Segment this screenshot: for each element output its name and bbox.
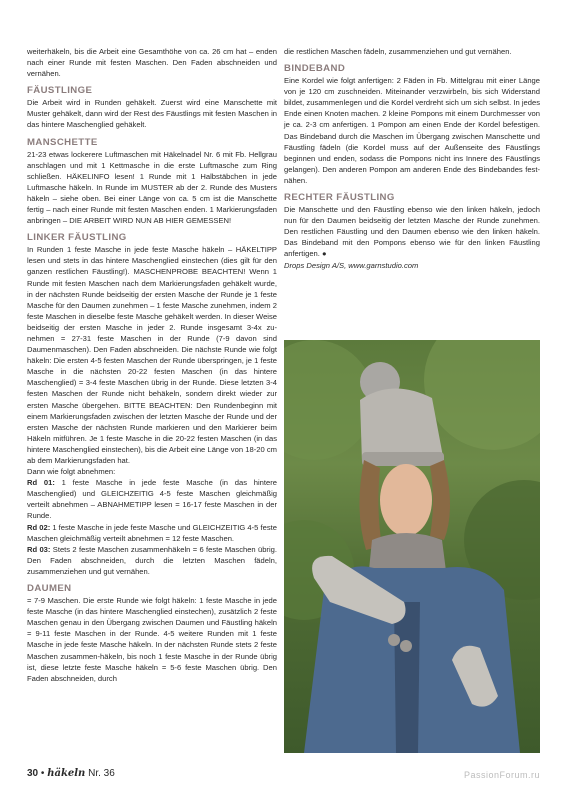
left-column (27, 46, 277, 684)
page-number: 30 (27, 768, 39, 779)
knit-hat (360, 388, 444, 462)
rechter-paragraph: Die Manschette und den Fäustling ebenso wie den linken häkeln, jedoch nun für den Daumen beidseitig der letzten Masche der Runde zunehmen. Den restlichen Fäustling und den Daumen ebenso wie den linken häkeln. Das Bindeband mit den Pompons ebenso wie für den linken Fäustling anfertigen. ● (284, 205, 540, 259)
round-02 (27, 522, 277, 544)
heading-daumen: DAUMEN (27, 583, 72, 595)
round-03 (27, 544, 277, 577)
heading-manschette: MANSCHETTE (27, 136, 98, 148)
watermark: PassionForum.ru (463, 770, 540, 780)
intro-paragraph: weiterhäkeln, bis die Arbeit eine Gesamthöhe von ca. 26 cm hat – enden nach einer Runde mit festen Maschen. Den Faden abschneiden und vernähen. (27, 47, 277, 79)
round-02-label: Rd 02: (27, 522, 51, 532)
right-column (284, 46, 540, 271)
page-footer (27, 768, 115, 780)
issue-number: Nr. 36 (88, 768, 115, 779)
design-credit: Drops Design A/S, www.garnstudio.com (284, 260, 419, 270)
heading-bindeband: BINDEBAND (284, 63, 346, 75)
face (380, 464, 432, 536)
round-01 (27, 477, 277, 521)
continued-paragraph: die restlichen Maschen fädeln, zusammenziehen und gut vernähen. (284, 47, 512, 56)
manschette-paragraph: 21-23 etwas lockerere Luftmaschen mit Häkelnadel Nr. 6 mit Fb. Hellgrau anschlagen und mit 1 Kettmasche in die erste Luftmasche zum Ring schließen. HÄKELINFO lesen! 1 Runde mit 1 Halbstäbchen in jede Luftmasche häkeln. In Runde im MUSTER ab der 2. Runde des Musters häkeln – siehe oben. Bei einer Länge von ca. 5 cm ist die Manschette fertig – nach einer Runde mit festen Maschen enden. 1 Markierungsfaden anbringen – DIE ARBEIT WIRD NUN AB HIER GEMESSEN! (27, 149, 277, 226)
model-photo (284, 340, 540, 753)
footer-bullet: • (40, 768, 45, 779)
linker-paragraph: In Runden 1 feste Masche in jede feste Masche häkeln – HÄKELTIPP lesen und stets in das hintere Maschenglied einstechen (dies gilt für den ganzen restlichen Fäustling!). MASCHENPROBE BEACHTEN! Wenn 1 Runde mit festen Maschen nach dem Markierungsfaden gehäkelt wurde, in der nächsten Runde beidseitig der ersten Masche der Runde je 1 feste Masche für den Daumen zunehmen – 1 feste Masche zunehmen, indem 2 feste Maschen in dieselbe feste Masche gehäkelt werden. In dieser Weise beidseitig der ersten Masche in jeder 2. Runde insgesamt 3-4x zu-nehmen = 27-31 feste Maschen in der Runde (7-9 davon sind Daumenmaschen). Den Faden abschneiden. Die nächste Runde wie folgt häkeln: Die ersten 4-5 festen Maschen der Runde überspringen, je 1 feste Masche in die nächsten 20-22 festen Maschen (in das hintere Maschenglied) = 3-4 feste Maschen übrig in der Runde. Diese letzten 3-4 festen Maschen der Runde nicht behäkeln, sondern direkt wieder zur ersten Masche übergehen. BITTE BEACHTEN: Den Rundenbeginn mit einem Markierungsfaden zwischen der letzten Masche der Runde und der ersten Masche der nächsten Runde markieren und den Markierer beim Häkeln mitführen. Je 1 feste Masche in die 20-22 festen Maschen (in das hintere Maschenglied einstechen), bis die Arbeit eine Länge von 18-20 cm ab dem Markierungsfaden hat. (27, 245, 277, 465)
round-03-label: Rd 03: (27, 544, 51, 554)
daumen-paragraph: = 7-9 Maschen. Die erste Runde wie folgt häkeln: 1 feste Masche in jede feste Masche (in das hintere Maschenglied einstechen), zusätzlich 2 feste Maschen genau in den Übergang zwischen Daumen und Fäustling häkeln = 9-11 feste Maschen in der Runde. 4-5 weitere Runden mit 1 feste Masche in jede feste Masche häkeln. In der nächsten Runde stets 2 feste Maschen zusammen-häkeln, bis noch 1 feste Masche in der Runde übrig ist, diese letzte feste Masche häkeln = 5-6 feste Maschen übrig. Den Faden abschneiden, durch (27, 596, 277, 683)
faustlinge-paragraph: Die Arbeit wird in Runden gehäkelt. Zuerst wird eine Manschette mit Muster gehäkelt, dann wird der Rest des Fäustlings mit festen Maschen in das hintere Maschenglied gehäkelt. (27, 98, 277, 130)
magazine-brand: häkeln (47, 768, 86, 779)
round-01-text: 1 feste Masche in jede feste Masche (in das hintere Maschenglied) und GLEICHZEITIG 4-5 feste Maschen gleichmäßig verteilt abnehmen – ABNAHMETIPP lesen = 16-17 feste Maschen in der Runde. (27, 478, 277, 521)
model-illustration (284, 340, 540, 753)
heading-linker-faustling: LINKER FÄUSTLING (27, 232, 127, 244)
abnehmen-intro: Dann wie folgt abnehmen: (27, 467, 116, 477)
heading-faustlinge: FÄUSTLINGE (27, 85, 93, 97)
heading-rechter-faustling: RECHTER FÄUSTLING (284, 192, 395, 204)
round-01-label: Rd 01: (27, 478, 55, 488)
round-02-text: 1 feste Masche in jede feste Masche und GLEICHZEITIG 4-5 feste Maschen gleichmäßig verteilt abnehmen = 12 feste Maschen. (27, 522, 277, 543)
bindeband-paragraph: Eine Kordel wie folgt anfertigen: 2 Fäden in Fb. Mittelgrau mit einer Länge von je 120 cm zuschneiden. Miteinander verzwirbeln, bis sich Widerstand bildet, zusammenlegen und die Kordel verdreht sich um sich selbst. In jedes Ende einen Knoten machen. 2 kleine Pompons mit einem Durchmesser von je ca. 2-3 cm anfertigen. 1 Pompon am einen Ende der Kordel befestigen. Das Bindeband durch die Maschen im Übergang zwischen Manschette und Fäustling fädeln (die Kordel muss auf der Außenseite des Fäustlings beginnen und enden, sodass die Pompons nicht ins Innere des Fäustlings gelangen). Den anderen Pompon am anderen Ende des Bindebandes fest-nähen. (284, 76, 540, 185)
round-03-text: Stets 2 feste Maschen zusammenhäkeln = 6 feste Maschen übrig. Den Faden abschneiden, durch die letzten Maschen fädeln, zusammenziehen und gut vernähen. (27, 544, 277, 576)
